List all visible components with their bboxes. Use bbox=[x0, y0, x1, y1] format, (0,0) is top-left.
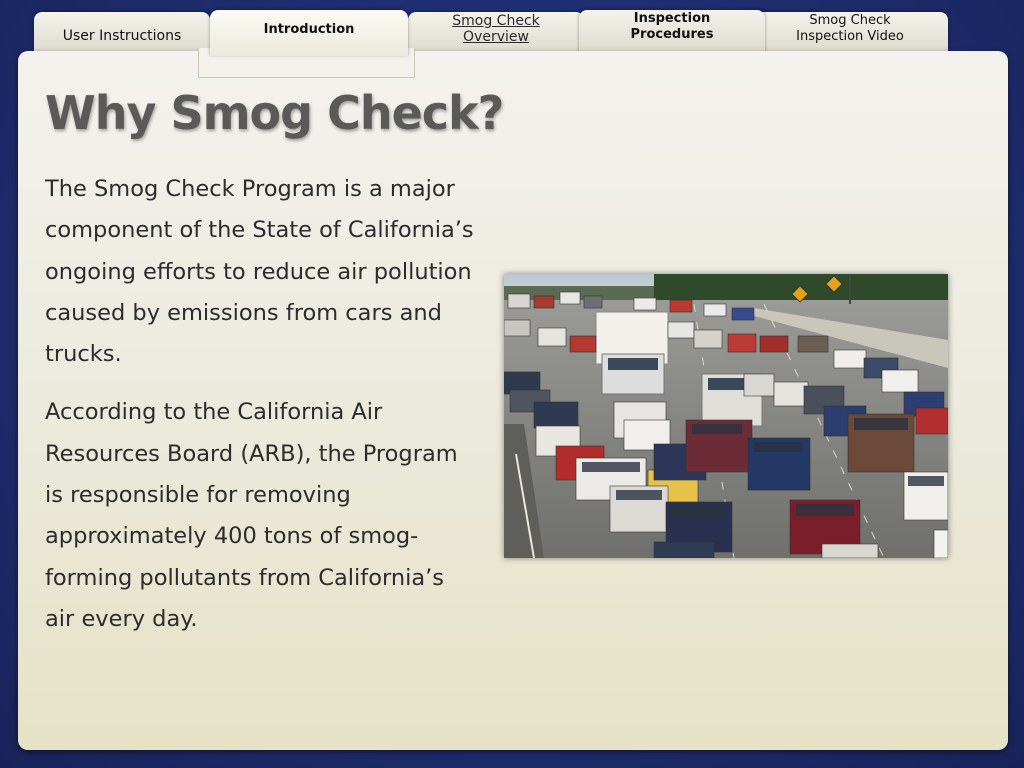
tab-smog-check-inspection-video[interactable] bbox=[752, 12, 948, 56]
tab-label-line2: Procedures bbox=[630, 27, 714, 42]
tab-label-line2: Overview bbox=[463, 29, 529, 45]
tab-user-instructions[interactable] bbox=[34, 12, 210, 56]
tab-inspection-procedures[interactable] bbox=[579, 10, 765, 54]
tab-smog-check-overview[interactable] bbox=[408, 12, 584, 56]
paragraph: The Smog Check Program is a major component of the State of California’s ongoing efforts to reduce air pollution caused by emissions from cars and trucks. bbox=[45, 176, 474, 368]
traffic-photo-image bbox=[504, 274, 948, 558]
tab-label: User Instructions bbox=[62, 28, 182, 44]
tab-label-line1: Smog Check bbox=[452, 13, 540, 29]
body-text bbox=[45, 169, 475, 657]
tab-label-line1: Smog Check bbox=[809, 13, 891, 28]
paragraph: According to the California Air Resources Board (ARB), the Program is responsible for removing approximately 400 tons of smog-forming pollutants from California’s air every day. bbox=[45, 399, 458, 632]
traffic-photo bbox=[504, 274, 948, 558]
tab-label-line1: Inspection bbox=[633, 11, 711, 26]
tab-label: Introduction bbox=[263, 22, 355, 37]
tab-introduction[interactable] bbox=[210, 10, 408, 56]
tab-label-line2: Inspection Video bbox=[796, 29, 904, 44]
page-title: Why Smog Check? bbox=[45, 86, 504, 140]
